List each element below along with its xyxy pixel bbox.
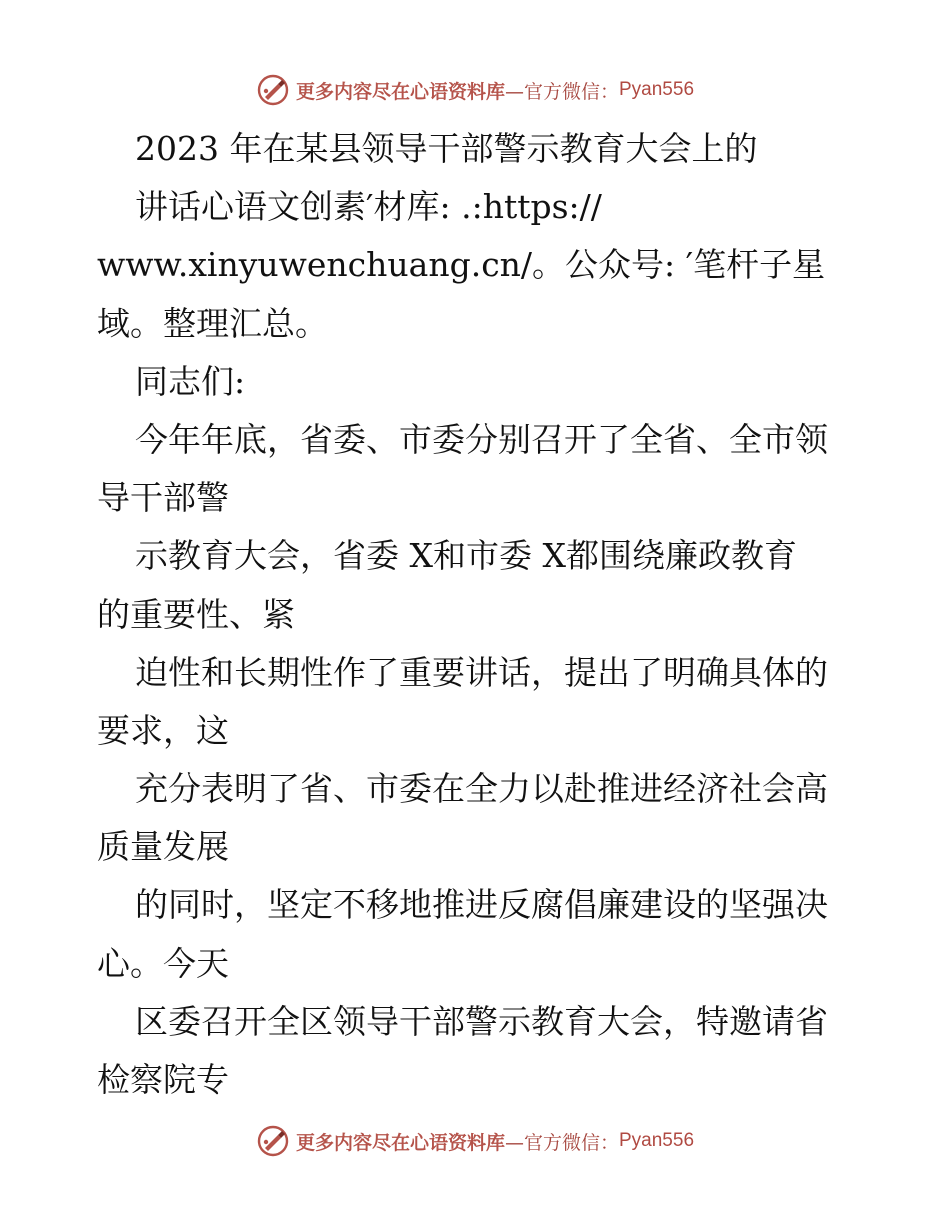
paragraph-line: 今年年底，省委、市委分别召开了全省、全市领: [135, 419, 828, 459]
banner-sub-text: —官方微信：: [504, 80, 619, 103]
banner-main-text: 更多内容尽在心语资料库: [295, 1131, 505, 1154]
paragraph-line: 的同时，坚定不移地推进反腐倡廉建设的坚强决: [135, 885, 828, 925]
paragraph-line: 迫性和长期性作了重要讲话，提出了明确具体的: [135, 652, 828, 692]
paragraph-line: 2023 年在某县领导干部警示教育大会上的: [135, 129, 758, 168]
paragraph-line: 同志们:: [135, 361, 246, 401]
paragraph-line: 导干部警: [97, 478, 229, 518]
paragraph-line: 要求，这: [97, 710, 229, 750]
pen-logo-icon: [256, 73, 290, 107]
document-body: [97, 120, 857, 1109]
paragraph-line: 的重要性、紧: [97, 594, 295, 634]
paragraph-line: 检察院专: [97, 1060, 229, 1099]
paragraph-line: www.xinyuwenchuang.cn/。公众号: ′笔杆子星: [97, 245, 826, 285]
paragraph-line: 心。今天: [97, 943, 229, 983]
pen-logo-icon: [256, 1124, 290, 1158]
paragraph-line: 域。整理汇总。: [97, 303, 328, 343]
header-watermark-banner: [0, 70, 950, 110]
banner-wechat-id: Pyan556: [619, 1130, 695, 1151]
banner-sub-text: —官方微信：: [504, 1131, 619, 1154]
paragraph-line: 质量发展: [97, 827, 229, 867]
banner-wechat-id: Pyan556: [619, 79, 695, 100]
paragraph-line: 讲话心语文创素′材库: .:https://: [135, 187, 602, 227]
paragraph-line: 示教育大会，省委 X和市委 X都围绕廉政教育: [135, 536, 797, 576]
paragraph-line: 充分表明了省、市委在全力以赴推进经济社会高: [135, 769, 828, 809]
banner-main-text: 更多内容尽在心语资料库: [295, 80, 505, 103]
paragraph-line: 区委召开全区领导干部警示教育大会，特邀请省: [135, 1001, 828, 1041]
footer-watermark-banner: [0, 1121, 950, 1161]
